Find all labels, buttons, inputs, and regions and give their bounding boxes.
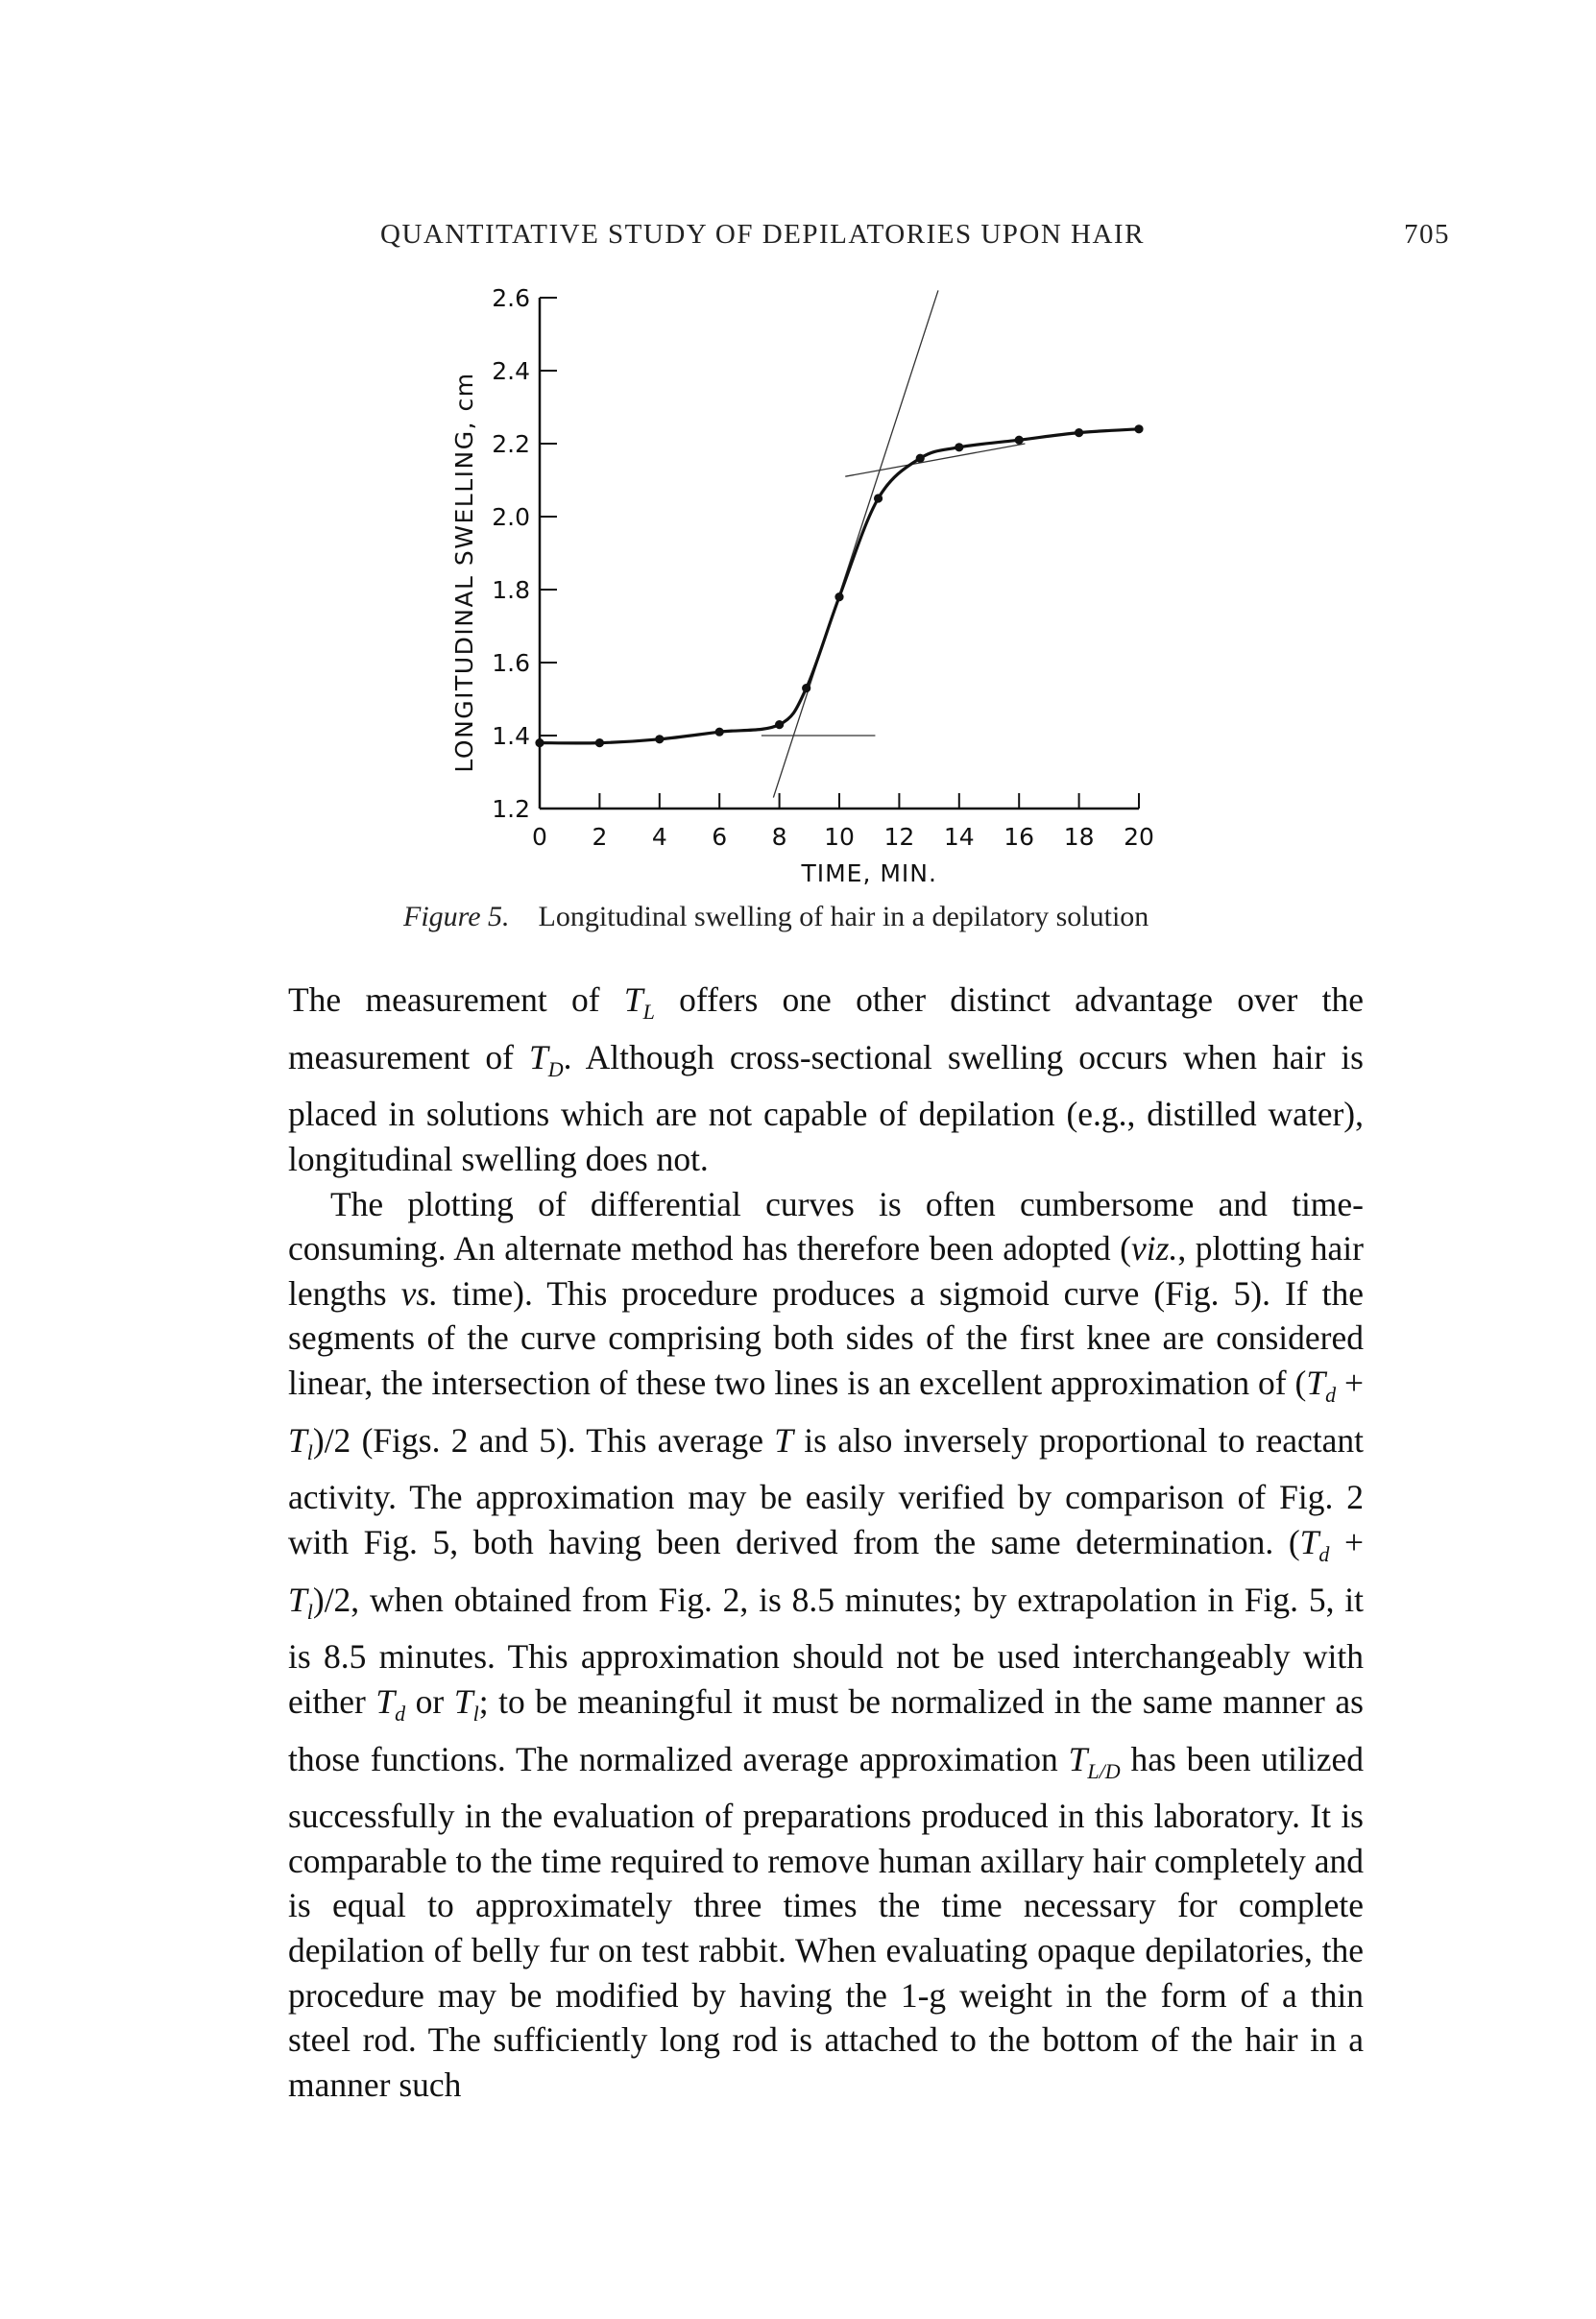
text-run: T: [288, 1580, 307, 1619]
text-run: )/2, when obtained from Fig. 2, is 8.5 minutes; by extrapolation in Fig. 5, it is 8.5 minutes. This approximation should not be used interchangeably with either: [288, 1580, 1364, 1721]
x-tick-label: 6: [712, 823, 728, 851]
x-tick-label: 12: [883, 823, 915, 851]
data-point: [775, 720, 784, 729]
text-run: vs.: [400, 1273, 439, 1313]
x-axis-title: TIME, MIN.: [801, 859, 937, 887]
text-run: T: [288, 1420, 307, 1460]
x-tick-label: 14: [943, 823, 975, 851]
figure-caption-text: Longitudinal swelling of hair in a depilatory solution: [538, 901, 1149, 932]
data-point: [535, 738, 544, 747]
data-point: [1015, 436, 1024, 445]
text-run: l: [306, 1439, 313, 1464]
chart-axes: [540, 298, 1139, 809]
text-run: T: [529, 1037, 548, 1076]
x-tick-label: 16: [1004, 823, 1035, 851]
x-tick-label: 8: [771, 823, 787, 851]
swelling-chart: [0, 0, 1596, 903]
text-run: L/D: [1087, 1758, 1121, 1783]
text-run: D: [547, 1056, 564, 1081]
paragraph-1: [288, 978, 1364, 1182]
y-axis-title: LONGITUDINAL SWELLING, cm: [450, 372, 478, 773]
text-run: T: [375, 1681, 396, 1721]
data-point: [874, 494, 883, 502]
text-run: T: [774, 1420, 794, 1460]
text-run: is also inversely proportional to reactant activity. The approximation may be easily verified by comparison of Fig. 2 with Fig. 5, both having been derived from the same determination. (: [288, 1420, 1365, 1561]
text-run: ; to be meaningful it must be normalized in the same manner as those functions. The normalized average approximation: [288, 1681, 1364, 1778]
y-tick-label: 2.2: [492, 430, 530, 458]
text-run: The plotting of differential curves is often cumbersome and time-consuming. An alternate method has therefore been adopted (: [288, 1184, 1364, 1268]
chart-series: [535, 424, 1143, 747]
text-run: has been utilized successfully in the evaluation of preparations produced in this laboratory. It is comparable to the time required to remove human axillary hair completely and is equal to approximately three times the time necessary for complete depilation of belly fur on test rabbit. When evaluating opaque depilatories, the procedure may be modified by having the 1-g weight in the form of a thin steel rod. The sufficiently long rod is attached to the bottom of the hair in a manner such: [288, 1739, 1364, 2104]
tangent-line-steep-segment: [773, 290, 938, 797]
paragraph-2: [288, 1182, 1364, 2108]
data-point: [916, 454, 925, 463]
text-run: +: [1336, 1363, 1364, 1402]
text-run: T: [1306, 1363, 1326, 1402]
y-tick-label: 1.2: [492, 795, 530, 823]
text-run: +: [1329, 1522, 1364, 1561]
tangent-line-upper-plateau: [845, 444, 1025, 476]
text-run: or: [405, 1681, 454, 1721]
text-run: T: [1299, 1522, 1319, 1561]
text-run: viz.: [1131, 1229, 1178, 1268]
text-run: L: [642, 1000, 655, 1025]
body-text: [288, 978, 1364, 2107]
x-tick-label: 2: [592, 823, 608, 851]
text-run: d: [1318, 1542, 1330, 1566]
text-run: , plotting hair lengths: [288, 1229, 1364, 1313]
text-run: d: [395, 1701, 406, 1726]
y-tick-label: 1.8: [492, 576, 530, 604]
text-run: T: [623, 980, 643, 1019]
x-tick-label: 18: [1063, 823, 1095, 851]
chart-ticks: [540, 298, 1139, 809]
y-tick-label: 2.4: [492, 357, 530, 385]
figure-label: Figure 5.: [403, 901, 510, 932]
y-tick-label: 1.6: [492, 649, 530, 677]
data-point: [834, 592, 843, 601]
y-tick-label: 2.6: [492, 284, 530, 312]
y-tick-label: 2.0: [492, 503, 530, 531]
data-point: [655, 735, 664, 743]
text-run: l: [472, 1701, 479, 1726]
text-run: offers one other distinct advantage over the measurement of: [288, 980, 1365, 1076]
data-point: [955, 443, 963, 451]
chart-labels: [450, 284, 1154, 887]
text-run: . Although cross-sectional swelling occurs when hair is placed in solutions which are not capable of depilation (e.g., distilled water), longitudinal swelling does not.: [288, 1037, 1364, 1178]
data-point: [802, 684, 810, 692]
data-point: [595, 738, 604, 747]
page-number: 705: [1404, 219, 1450, 250]
text-run: T: [453, 1681, 473, 1721]
x-tick-label: 10: [824, 823, 855, 851]
chart-tangent-lines: [762, 290, 1026, 797]
text-run: l: [306, 1599, 313, 1624]
text-run: )/2 (Figs. 2 and 5). This average: [312, 1420, 775, 1460]
text-run: The measurement of: [288, 980, 624, 1019]
running-head-title: QUANTITATIVE STUDY OF DEPILATORIES UPON HAIR: [380, 219, 1145, 250]
x-tick-label: 0: [532, 823, 547, 851]
y-tick-label: 1.4: [492, 722, 530, 750]
series-line: [540, 429, 1139, 743]
data-point: [1134, 424, 1143, 433]
x-tick-label: 4: [651, 823, 667, 851]
text-run: time). This procedure produces a sigmoid curve (Fig. 5). If the segments of the curve comprising both sides of the first knee are considered linear, the intersection of these two lines is an excellent approximation of (: [288, 1273, 1364, 1402]
data-point: [1075, 428, 1083, 437]
text-run: T: [1068, 1739, 1088, 1778]
data-point: [715, 728, 724, 737]
x-tick-label: 20: [1124, 823, 1154, 851]
figure-caption: [403, 901, 1364, 933]
text-run: d: [1325, 1383, 1337, 1408]
